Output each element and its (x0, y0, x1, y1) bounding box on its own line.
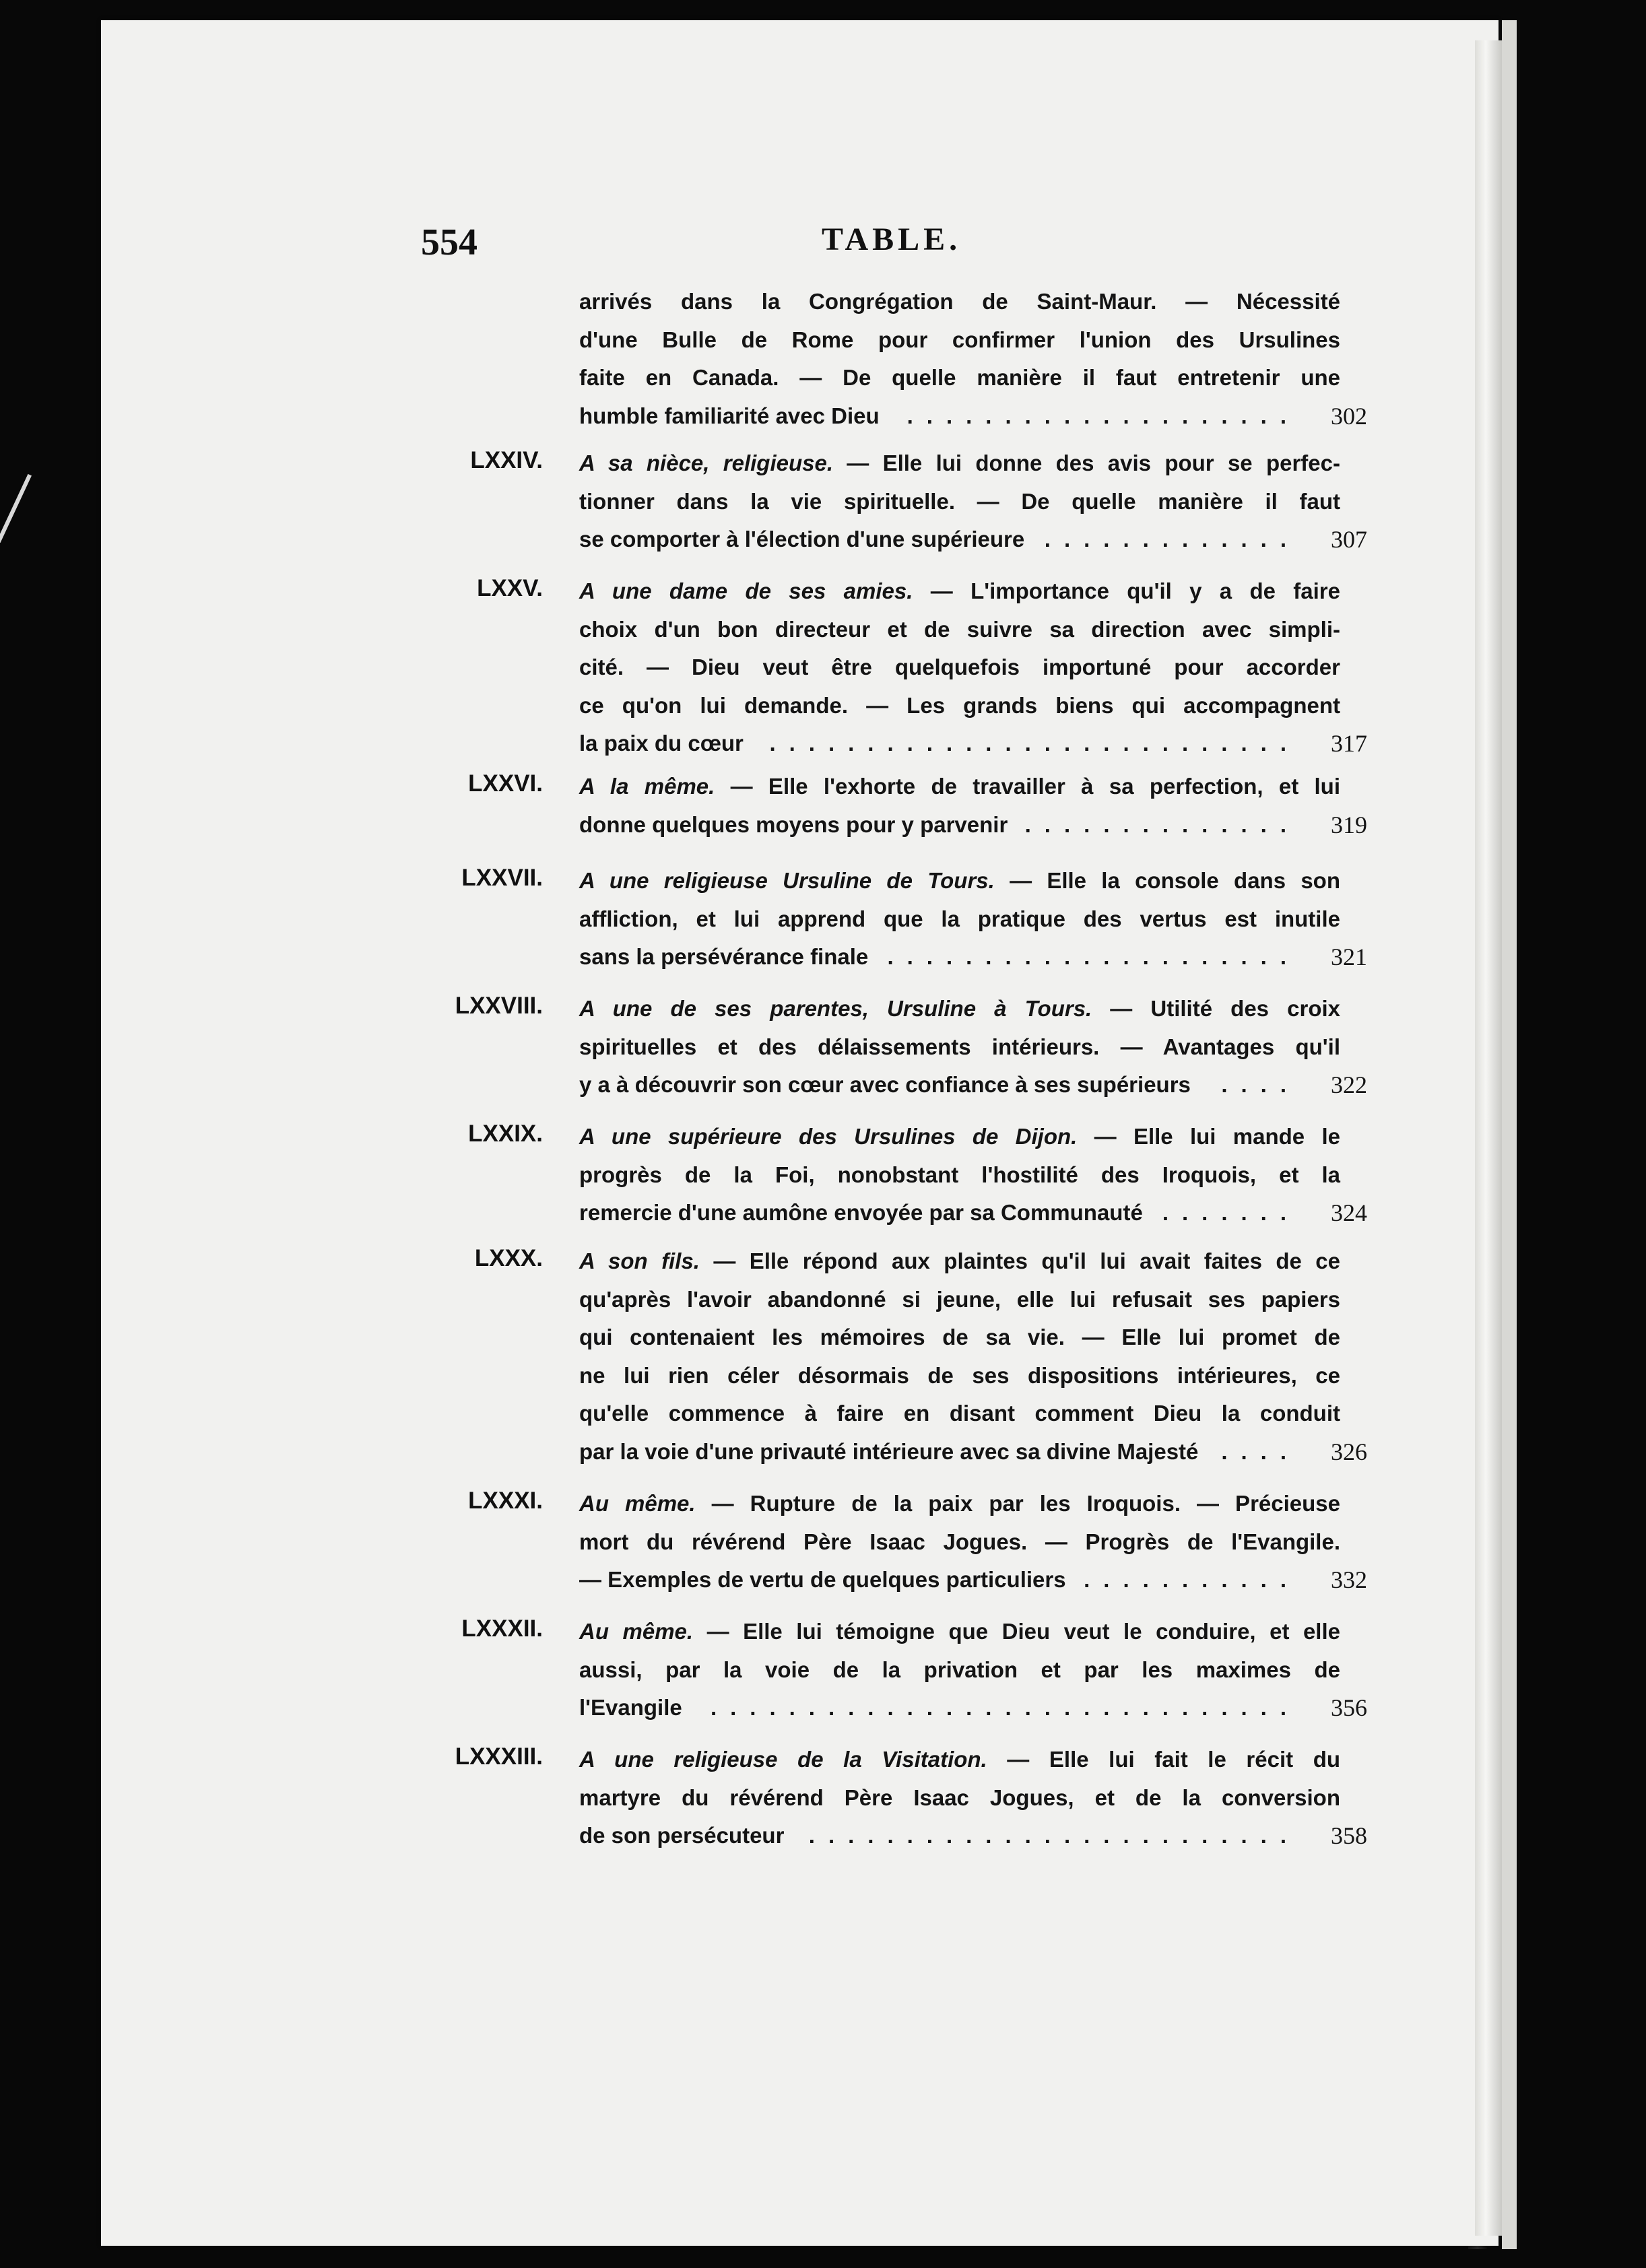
summary-text: de son persécuteur (579, 1823, 785, 1848)
summary-line (579, 1156, 1340, 1195)
entry-number: LXXVIII. (455, 993, 543, 1019)
summary-line (579, 1613, 1340, 1651)
entry-addressee: Au même. (579, 1491, 696, 1516)
page-fold-shadow (1475, 40, 1502, 2236)
dot-leader: .................... (907, 403, 1300, 428)
entry-number: LXXX. (474, 1245, 543, 1271)
summary-line (579, 862, 1340, 900)
dot-leader: .............. (1024, 811, 1300, 837)
summary-line (579, 1523, 1340, 1562)
entry-addressee: A la même. (579, 774, 715, 799)
summary-line (579, 900, 1340, 939)
scan-mark (0, 474, 32, 543)
dot-leader: .............................. (710, 1695, 1300, 1720)
summary-line (579, 572, 1340, 611)
summary-text: donne quelques moyens pour y parvenir (579, 811, 1008, 837)
summary-text: qui contenaient les mémoires de sa vie. — Elle lui promet de (579, 1325, 1340, 1349)
summary-text: affliction, et lui apprend que la pratique des vertus est inutile (579, 906, 1340, 931)
summary-text: — Rupture de la paix par les Iroquois. — Précieuse (695, 1491, 1341, 1516)
page-reference: 356 (1331, 1694, 1367, 1721)
summary-line (579, 1741, 1340, 1779)
dot-leader: ........... (1084, 1567, 1300, 1592)
entry-number: LXXXIII. (455, 1743, 543, 1770)
facing-page-edge (1502, 20, 1517, 2249)
summary-text: progrès de la Foi, nonobstant l'hostilité des Iroquois, et la (579, 1162, 1340, 1187)
summary-text: tionner dans la vie spirituelle. — De quelle manière il faut (579, 488, 1340, 514)
page-reference: 307 (1331, 526, 1367, 553)
dot-leader: ....... (1162, 1200, 1300, 1225)
entry-addressee: Au même. (579, 1619, 694, 1644)
summary-text: arrivés dans la Congrégation de Saint-Maur. — Nécessité (579, 289, 1340, 314)
page-reference: 302 (1331, 402, 1367, 430)
summary-line (579, 1651, 1340, 1690)
entry-number: LXXV. (477, 575, 543, 601)
summary-text: humble familiarité avec Dieu (579, 403, 880, 428)
summary-text: qu'elle commence à faire en disant comment Dieu la conduit (579, 1401, 1340, 1426)
summary-line (579, 1779, 1340, 1817)
entry-number: LXXIV. (470, 447, 543, 473)
summary-text: qu'après l'avoir abandonné si jeune, elle lui refusait ses papiers (579, 1286, 1340, 1312)
page-reference: 324 (1331, 1199, 1367, 1226)
summary-text: y a à découvrir son cœur avec confiance à ses supérieurs (579, 1072, 1191, 1097)
page-reference: 358 (1331, 1822, 1367, 1849)
summary-text: — Elle lui témoigne que Dieu veut le conduire, et elle (693, 1619, 1340, 1644)
summary-text: — Elle répond aux plaintes qu'il lui avait faites de ce (699, 1248, 1340, 1273)
page-reference: 326 (1331, 1438, 1367, 1465)
entry-number: LXXVII. (461, 865, 543, 891)
summary-line (579, 444, 1340, 483)
page-reference: 322 (1331, 1071, 1367, 1098)
summary-text: sans la persévérance finale (579, 944, 869, 969)
summary-text: ne lui rien céler désormais de ses dispositions intérieures, ce (579, 1362, 1340, 1388)
summary-text: martyre du révérend Père Isaac Jogues, et de la conversion (579, 1785, 1340, 1810)
summary-line (579, 483, 1340, 521)
summary-text: mort du révérend Père Isaac Jogues. — Progrès de l'Evangile. (579, 1529, 1340, 1554)
summary-text: — Elle lui fait le récit du (987, 1747, 1341, 1772)
summary-line (579, 611, 1340, 649)
entry-addressee: A une dame de ses amies. (579, 578, 913, 603)
page-reference: 321 (1331, 943, 1367, 970)
summary-text: — Elle la console dans son (994, 868, 1340, 893)
entry-addressee: A son fils. (579, 1248, 700, 1273)
summary-text: l'Evangile (579, 1695, 682, 1720)
summary-text: choix d'un bon directeur et de suivre sa direction avec simpli- (579, 616, 1340, 642)
page-number: 554 (421, 222, 478, 263)
summary-text: d'une Bulle de Rome pour confirmer l'union des Ursulines (579, 327, 1340, 352)
entry-addressee: A une supérieure des Ursulines de Dijon. (579, 1124, 1078, 1149)
summary-text: la paix du cœur (579, 731, 744, 756)
entry-addressee: A sa nièce, religieuse. (579, 451, 833, 475)
summary-line (579, 687, 1340, 725)
summary-text: spirituelles et des délaissements intérieurs. — Avantages qu'il (579, 1034, 1340, 1059)
summary-text: aussi, par la voie de la privation et par les maximes de (579, 1657, 1340, 1682)
summary-text: — Elle lui donne des avis pour se perfec- (833, 451, 1340, 475)
summary-line (579, 1281, 1340, 1319)
page-reference: 332 (1331, 1566, 1367, 1593)
entry-addressee: A une religieuse de la Visitation. (579, 1747, 987, 1772)
entry-addressee: A une religieuse Ursuline de Tours. (579, 868, 995, 893)
summary-text: — Elle lui mande le (1077, 1124, 1340, 1149)
summary-line (579, 359, 1340, 397)
summary-text: — Exemples de vertu de quelques particuliers (579, 1567, 1066, 1592)
summary-text: ce qu'on lui demande. — Les grands biens qui accompagnent (579, 692, 1340, 718)
dot-leader: ........................... (769, 731, 1300, 756)
summary-line (579, 283, 1340, 321)
summary-text: — Elle l'exhorte de travailler à sa perfection, et lui (715, 774, 1341, 799)
entry-number: LXXIX. (468, 1121, 543, 1147)
dot-leader: ..................... (887, 944, 1300, 969)
page-reference: 317 (1331, 730, 1367, 757)
summary-text: faite en Canada. — De quelle manière il faut entretenir une (579, 365, 1340, 390)
summary-line (579, 1395, 1340, 1433)
entry-number: LXXXI. (468, 1488, 543, 1514)
summary-line (579, 1118, 1340, 1156)
entry-number: LXXVI. (468, 770, 543, 797)
page-reference: 319 (1331, 811, 1367, 838)
running-head: TABLE. (822, 222, 962, 257)
dot-leader: .... (1221, 1438, 1300, 1464)
summary-text: remercie d'une aumône envoyée par sa Communauté (579, 1200, 1143, 1225)
summary-line (579, 321, 1340, 360)
summary-line (579, 1357, 1340, 1395)
summary-text: cité. — Dieu veut être quelquefois importuné pour accorder (579, 655, 1340, 679)
summary-text: — Utilité des croix (1092, 996, 1340, 1021)
entry-number: LXXXII. (461, 1615, 543, 1642)
dot-leader: ......................... (808, 1823, 1300, 1848)
entry-addressee: A une de ses parentes, Ursuline à Tours. (579, 996, 1092, 1021)
summary-line (579, 1028, 1340, 1067)
summary-line (579, 1242, 1340, 1281)
dot-leader: ............. (1044, 527, 1300, 552)
summary-text: — L'importance qu'il y a de faire (913, 578, 1340, 603)
summary-line (579, 1485, 1340, 1523)
summary-text: se comporter à l'élection d'une supérieure (579, 527, 1025, 552)
summary-line (579, 768, 1340, 806)
summary-line (579, 1319, 1340, 1357)
summary-line (579, 648, 1340, 687)
summary-line (579, 990, 1340, 1028)
summary-text: par la voie d'une privauté intérieure avec sa divine Majesté (579, 1438, 1199, 1464)
dot-leader: .... (1221, 1072, 1300, 1097)
